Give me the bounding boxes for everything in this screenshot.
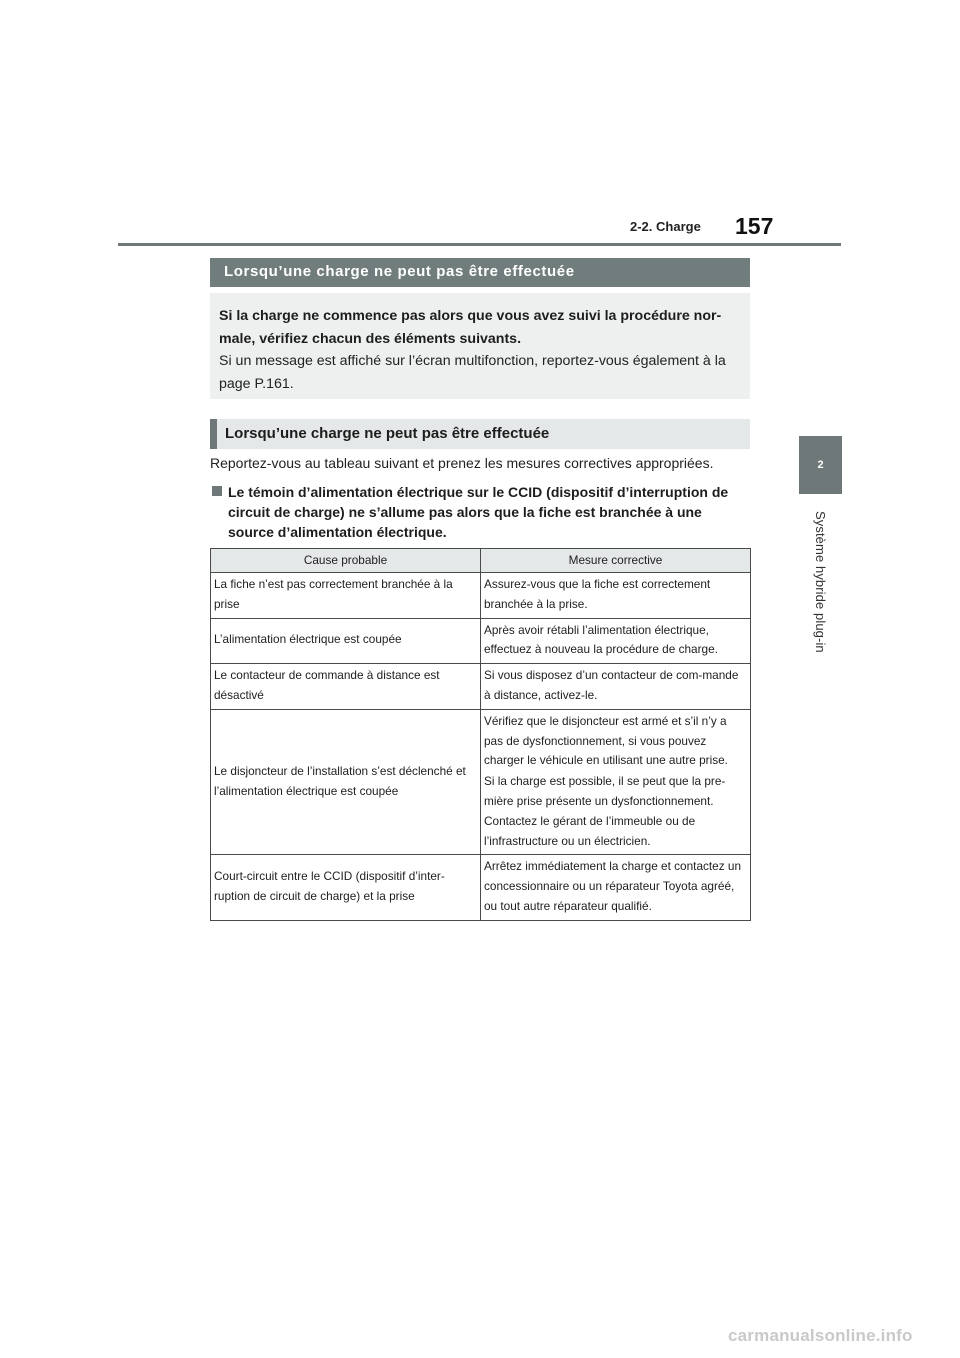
table-cell-measure: Après avoir rétabli l’alimentation électrique, effectuez à nouveau la procédure de charge. [481, 618, 751, 664]
table-cell-measure: Assurez-vous que la fiche est correctement branchée à la prise. [481, 573, 751, 619]
table-row [211, 618, 751, 664]
table-cell-cause: L’alimentation électrique est coupée [211, 618, 481, 664]
table-header-row [211, 549, 751, 573]
table-row [211, 709, 751, 855]
table-cell-measure: Vérifiez que le disjoncteur est armé et s’il n’y a pas de dysfonctionnement, si vous pouvez charger le véhicule en utilisant une autre prise. Si la charge est possible, il se peut que la pre-mière prise présente un dysfonctionnement. Contactez le gérant de l’immeuble ou de l’infrastructure ou un électricien. [481, 709, 751, 855]
banner-light [210, 419, 750, 449]
bullet-text: Le témoin d’alimentation électrique sur le CCID (dispositif d’interruption de circuit de charge) ne s’allume pas alors que la fiche est branchée à une source d’alimentation électrique. [228, 484, 729, 540]
table-row [211, 573, 751, 619]
bullet-square-icon [212, 486, 222, 496]
banner-light-title: Lorsqu’une charge ne peut pas être effectuée [225, 425, 550, 442]
intro-text: Reportez-vous au tableau suivant et prenez les mesures correctives appropriées. [210, 455, 714, 471]
header-rule [118, 243, 841, 246]
page-number: 157 [735, 213, 774, 239]
table-cell-cause: La fiche n’est pas correctement branchée à la prise [211, 573, 481, 619]
table-cell-cause: Le disjoncteur de l’installation s’est déclenché et l’alimentation électrique est coupée [211, 709, 481, 855]
bullet-item [210, 482, 750, 542]
watermark[interactable]: carmanualsonline.info [728, 1326, 913, 1345]
table-header-measure: Mesure corrective [481, 549, 751, 573]
chapter-side-title: Système hybride plug-in [813, 511, 828, 653]
table-cell-measure: Arrêtez immédiatement la charge et contactez un concessionnaire ou un réparateur Toyota agréé, ou tout autre réparateur qualifié. [481, 855, 751, 920]
table-cell-measure: Si vous disposez d’un contacteur de com-mande à distance, activez-le. [481, 664, 751, 710]
note-normal-text: Si un message est affiché sur l’écran multifonction, reportez-vous également à la page P.161. [219, 353, 726, 392]
table-row [211, 664, 751, 710]
table-header-cause: Cause probable [211, 549, 481, 573]
chapter-tab: 2 [799, 436, 842, 494]
note-bold-text: Si la charge ne commence pas alors que vous avez suivi la procédure nor-male, vérifiez chacun des éléments suivants. [219, 308, 722, 347]
table-cell-cause: Court-circuit entre le CCID (dispositif d’inter-ruption de circuit de charge) et la prise [211, 855, 481, 920]
banner-dark-title: Lorsqu’une charge ne peut pas être effectuée [224, 263, 575, 280]
troubleshooting-table [210, 548, 750, 921]
banner-light-accent-bar [210, 419, 217, 449]
table-row [211, 855, 751, 920]
banner-dark [210, 258, 750, 287]
table-cell-cause: Le contacteur de commande à distance est désactivé [211, 664, 481, 710]
section-title: 2-2. Charge [630, 219, 701, 234]
note-box [210, 293, 750, 399]
